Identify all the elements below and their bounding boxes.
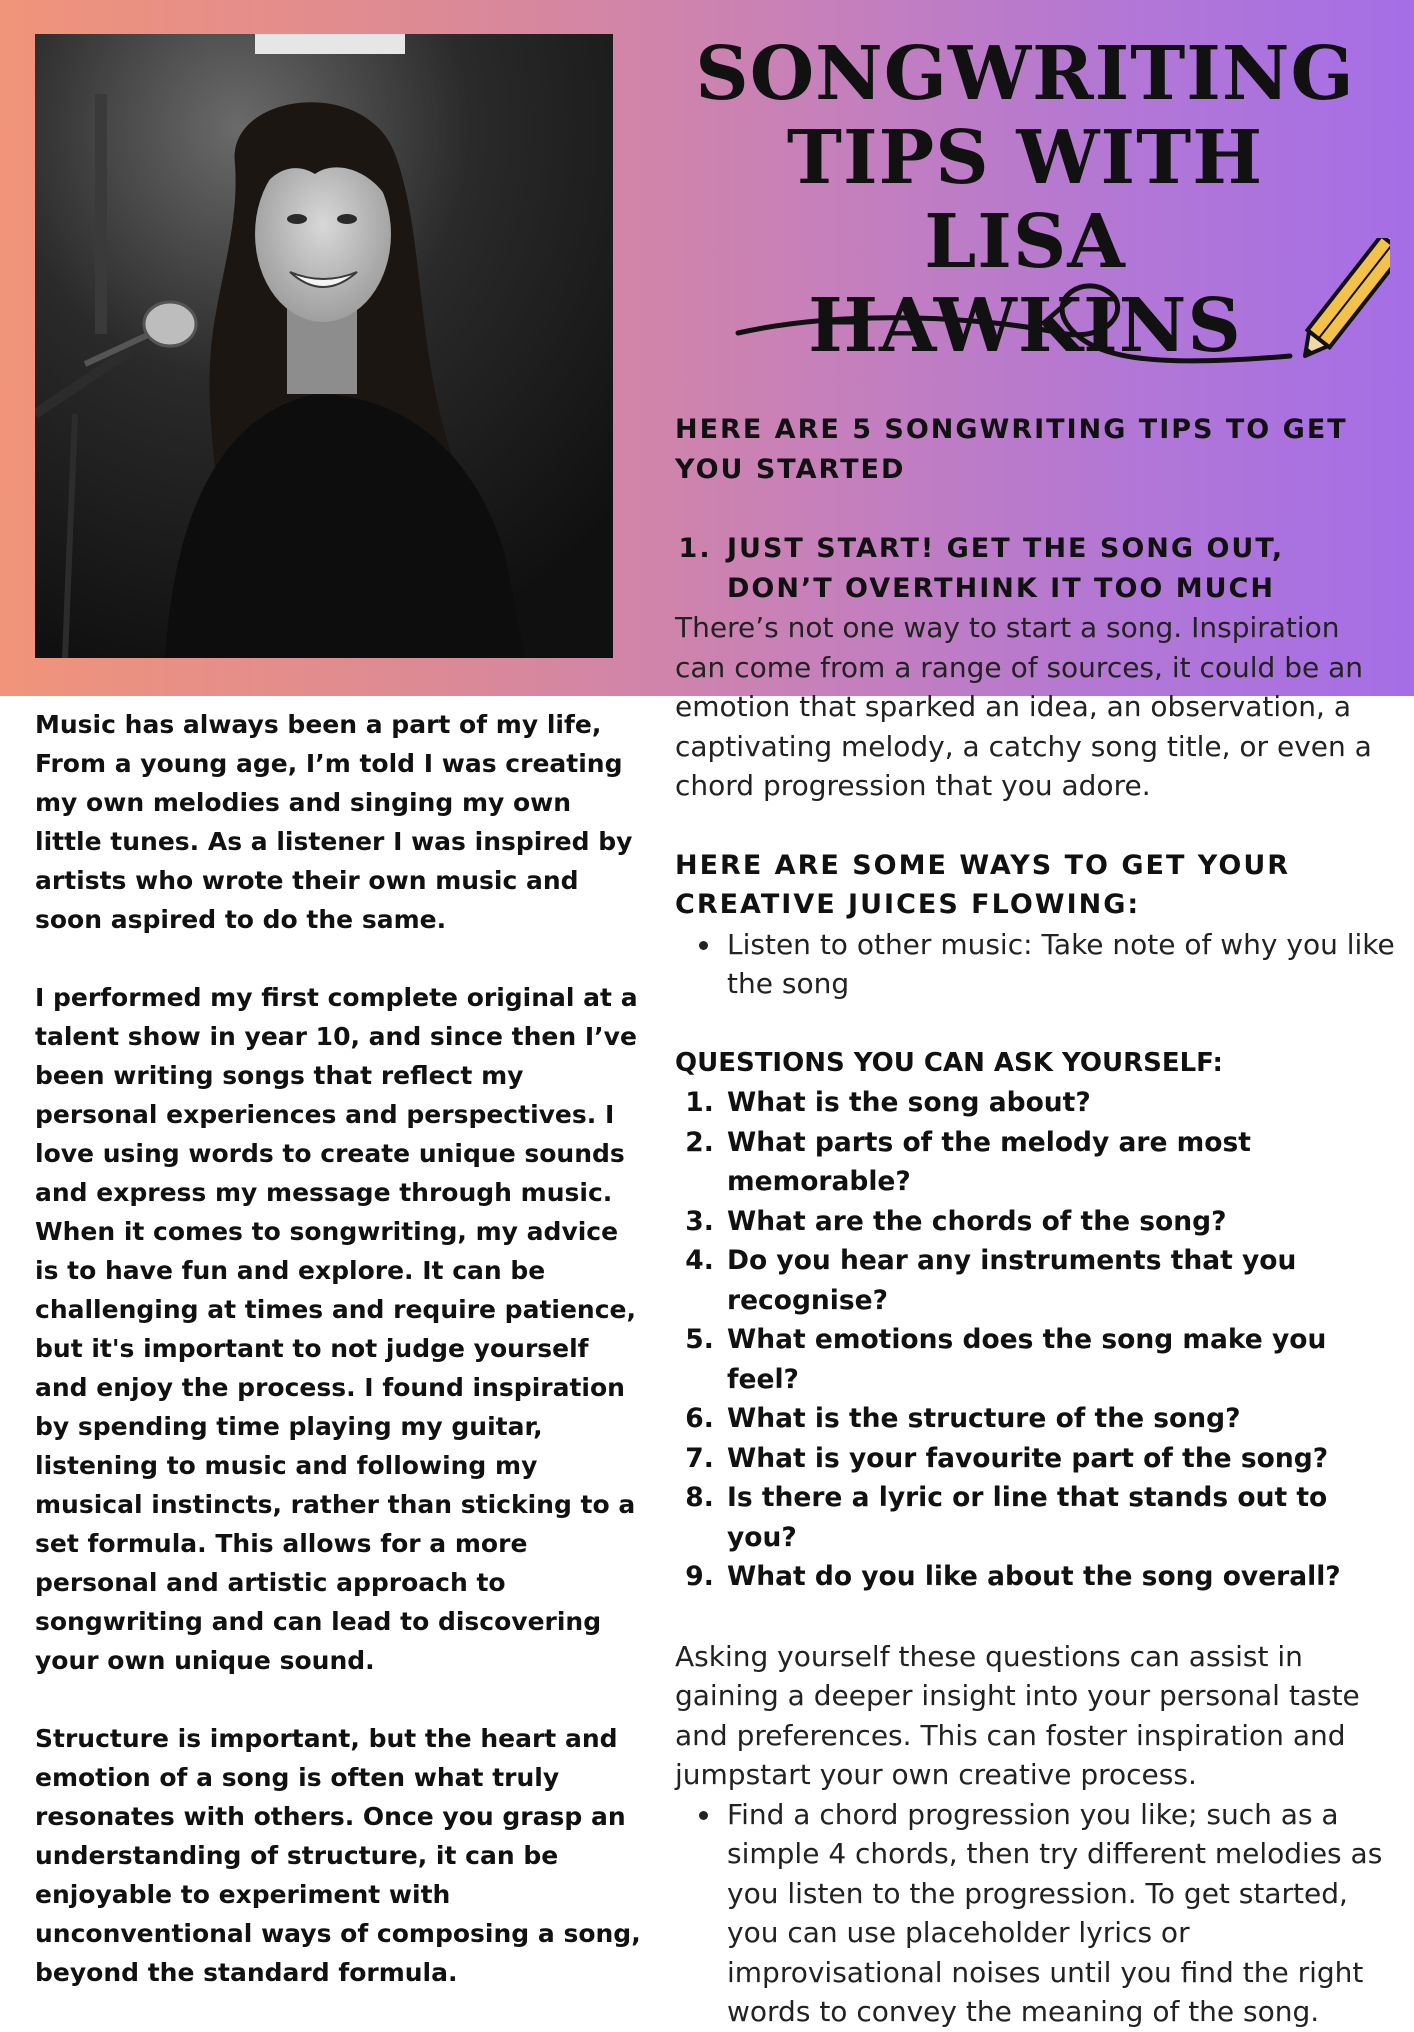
tip-list bbox=[675, 529, 1395, 608]
story-paragraph: Structure is important, but the heart and emotion of a song is often what truly resonates with others. Once you grasp an understanding of structure, it can be enjoyable to experiment with unconventional ways of composing a song, beyond the standard formula. bbox=[35, 1724, 641, 1987]
tips-column bbox=[675, 410, 1395, 2032]
questions-summary: Asking yourself these questions can assist in gaining a deeper insight into your personal taste and preferences. This can foster inspiration and jumpstart your own creative process. bbox=[675, 1639, 1360, 1791]
list-item: 2. What parts of the melody are most memorable? bbox=[723, 1123, 1395, 1202]
squiggle-line bbox=[730, 238, 1390, 388]
title-line: SONGWRITING bbox=[695, 31, 1355, 117]
pencil-icon bbox=[1294, 238, 1390, 365]
questions-heading: QUESTIONS YOU CAN ASK YOURSELF: bbox=[675, 1047, 1223, 1078]
title-line: TIPS WITH LISA bbox=[786, 115, 1264, 285]
list-item: 4. Do you hear any instruments that you recognise? bbox=[723, 1241, 1395, 1320]
list-item: 7. What is your favourite part of the song? bbox=[723, 1439, 1395, 1479]
list-item: 5. What emotions does the song make you feel? bbox=[723, 1320, 1395, 1399]
title-line: HAWKINS bbox=[808, 283, 1242, 369]
story-paragraph: Music has always been a part of my life, From a young age, I’m told I was creating my own melodies and singing my own little tunes. As a listener I was inspired by artists who wrote their own music and soon aspired to do the same. bbox=[35, 710, 633, 934]
list-item: • Find a chord progression you like; such as a simple 4 chords, then try different melodies as you listen to the progression. To get started, you can use placeholder lyrics or improvisational noises until you find the right words to convey the meaning of the song. bbox=[723, 1795, 1395, 2032]
list-item: 1. What is the song about? bbox=[723, 1083, 1395, 1123]
story-paragraph: I performed my first complete original at a talent show in year 10, and since then I’ve been writing songs that reflect my personal experiences and perspectives. I love using words to create unique sounds and express my message through music. bbox=[35, 983, 638, 1207]
ways-heading: HERE ARE SOME WAYS TO GET YOUR CREATIVE JUICES FLOWING: bbox=[675, 849, 1291, 920]
list-item: 3. What are the chords of the song? bbox=[723, 1202, 1395, 1242]
list-item: 8. Is there a lyric or line that stands out to you? bbox=[723, 1478, 1395, 1557]
story-column bbox=[35, 705, 645, 1992]
list-item: 6. What is the structure of the song? bbox=[723, 1399, 1395, 1439]
tip-1-body: There’s not one way to start a song. Inspiration can come from a range of sources, it could be an emotion that sparked an idea, an observation, a captivating melody, a catchy song title, or even a chord progression that you adore. bbox=[675, 611, 1372, 802]
questions-list bbox=[675, 1083, 1395, 1597]
tip-1-title: 1. JUST START! GET THE SONG OUT, DON’T OVERTHINK IT TOO MUCH bbox=[723, 529, 1395, 608]
chord-tip-list bbox=[675, 1795, 1395, 2032]
story-paragraph: When it comes to songwriting, my advice is to have fun and explore. It can be challenging at times and require patience, but it's important to not judge yourself and enjoy the process. I found inspiration by spending time playing my guitar, listening to music and following my musical instincts, rather than sticking to a set formula. This allows for a more personal and artistic approach to songwriting and can lead to discovering your own unique sound. bbox=[35, 1217, 636, 1675]
list-item: • Listen to other music: Take note of why you like the song bbox=[723, 925, 1395, 1004]
intro-heading: HERE ARE 5 SONGWRITING TIPS TO GET YOU STARTED bbox=[675, 414, 1348, 485]
ways-list bbox=[675, 925, 1395, 1004]
list-item: 9. What do you like about the song overall? bbox=[723, 1557, 1395, 1597]
portrait-photo bbox=[35, 34, 613, 658]
